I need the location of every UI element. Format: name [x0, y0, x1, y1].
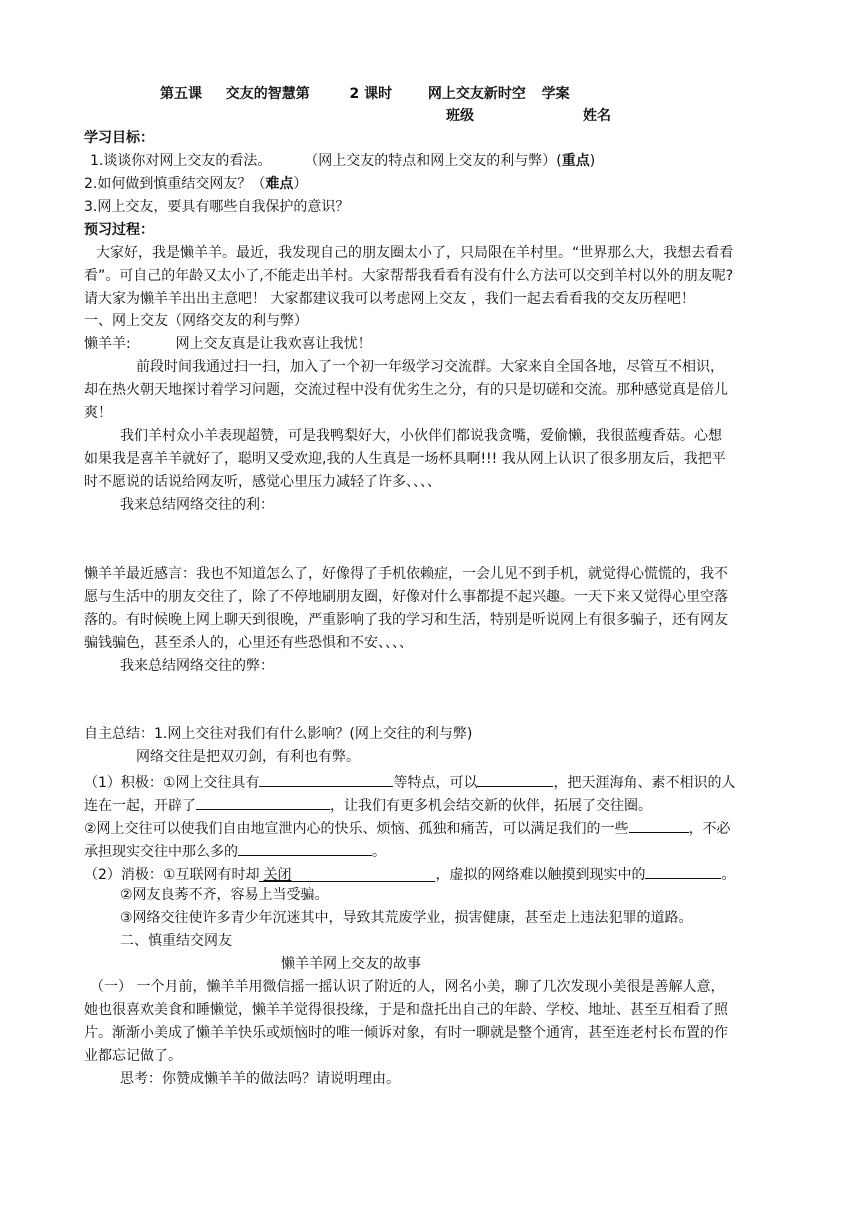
blank-burdens[interactable] — [238, 839, 372, 856]
intro-line-3: 请大家为懒羊羊出出主意吧！ 大家都建议我可以考虑网上交友 ，我们一起去看看我的交友历程吧！ — [84, 291, 695, 307]
positive-line-4: 承担现实交往中那么多的 。 — [84, 839, 386, 862]
blank-ability[interactable] — [477, 770, 553, 787]
difficulty-tag: 难点 — [265, 176, 294, 192]
section1-title: 一、网上交友（网络交友的利与弊） — [84, 313, 308, 329]
title-topic: 交友的智慧第 — [225, 86, 310, 102]
para1-line-3: 爽！ — [84, 405, 112, 421]
title-subject: 网上交友新时空 — [427, 86, 526, 102]
para3-line-4: 骗钱骗色，甚至杀人的，心里还有些恐惧和不安、、、、 — [84, 635, 413, 651]
blank-closed[interactable] — [259, 865, 435, 882]
negative-line-3: ③网络交往使许多青少年沉迷其中，导致其荒废学业，损害健康，甚至走上违法犯罪的道路。 — [120, 910, 693, 926]
negative-line-1: （2）消极：①互联网有时却 关闭 ，虚拟的网络难以触摸到现实中的 。 — [84, 862, 735, 885]
speaker-line — [84, 334, 372, 354]
para1-line-2: 却在热火朝天地探讨着学习问题，交流过程中没有优劣生之分，有的只是切磋和交流。那种感觉真是倍儿 — [84, 382, 728, 398]
para2-line-2: 如果我是喜羊羊就好了，聪明又受欢迎,我的人生真是一场杯具啊!!! 我从网上认识了很多朋友后，我把平 — [84, 451, 726, 467]
key-point-tag: 重点 — [561, 153, 590, 169]
objectives-heading: 学习目标： — [84, 130, 154, 146]
intro-line-1: 大家好，我是懒羊羊。最近，我发现自己的朋友圈太小了，只局限在羊村里。“世界那么大，我想去看看 — [96, 245, 734, 261]
positive-line-3: ②网上交往可以使我们自由地宣泄内心的快乐、烦恼、孤独和痛苦，可以满足我们的一些 ，不必 — [84, 816, 731, 839]
class-label: 班级 — [446, 108, 474, 124]
summary-pro-prompt: 我来总结网络交往的利： — [120, 497, 274, 513]
intro-line-2: 看”。可自己的年龄又太小了,不能走出羊村。大家帮帮我看看有没有什么方法可以交到羊村以外的朋友呢? — [84, 268, 734, 284]
positive-line-2: 连在一起，开辟了 ，让我们有更多机会结交新的伙伴，拓展了交往圈。 — [84, 793, 652, 816]
objective-3: 3.网上交友，要具有哪些自我保护的意识？ — [84, 199, 350, 215]
blank-features[interactable] — [259, 770, 393, 787]
title-period: 2 课时 — [349, 86, 393, 102]
think-question: 思考：你赞成懒羊羊的做法吗？请说明理由。 — [120, 1071, 400, 1087]
preview-heading: 预习过程： — [84, 222, 154, 238]
self-summary-question: 自主总结：1.网上交往对我们有什么影响？(网上交往的利与弊) — [84, 726, 473, 742]
positive-line-1: （1）积极：①网上交往具有 等特点，可以 ，把天涯海角、素不相识的人 — [84, 770, 735, 793]
story-line-4: 业都忘记做了。 — [84, 1048, 182, 1064]
para3-line-3: 落的。有时候晚上网上聊天到很晚，严重影响了我的学习和生活，特别是听说网上有很多骗子，还有网友 — [84, 612, 728, 628]
speaker-quote: 网上交友真是让我欢喜让我忧！ — [175, 336, 372, 352]
story-line-1: （一） 一个月前，懒羊羊用微信摇一摇认识了附近的人，网名小美，聊了几次发现小美很是善解人意， — [90, 979, 725, 995]
double-edge-line: 网络交往是把双刃剑，有利也有弊。 — [136, 749, 360, 765]
para3-line-1: 懒羊羊最近感言：我也不知道怎么了，好像得了手机依赖症，一会儿见不到手机，就觉得心慌慌的，我不 — [84, 566, 728, 582]
lesson-title — [160, 84, 570, 104]
negative-line-2: ②网友良莠不齐，容易上当受骗。 — [120, 887, 329, 903]
blank-reality[interactable] — [645, 862, 721, 879]
objective-1: 1.谈谈你对网上交友的看法。 （网上交友的特点和网上交友的利与弊）(重点) — [90, 153, 596, 169]
para1-line-1: 前段时间我通过扫一扫，加入了一个初一年级学习交流群。大家来自全国各地，尽管互不相识， — [136, 359, 724, 375]
para2-line-3: 时不愿说的话说给网友听，感觉心里压力减轻了许多、、、、 — [84, 474, 441, 490]
title-doc-type: 学案 — [541, 86, 570, 102]
blank-opened[interactable] — [196, 793, 330, 810]
story-line-2: 她也很喜欢美食和睡懒觉，懒羊羊觉得很投缘，于是和盘托出自己的年龄、学校、地址、甚至互相看了照 — [84, 1002, 728, 1018]
para2-line-1: 我们羊村众小羊表现超赞，可是我鸭梨好大，小伙伴们都说我贪嘴，爱偷懒，我很蓝瘦香菇。心想 — [120, 428, 722, 444]
speaker-name: 懒羊羊: — [84, 336, 131, 352]
blank-needs[interactable] — [629, 816, 689, 833]
summary-con-prompt: 我来总结网络交往的弊： — [120, 658, 274, 674]
filled-answer: 关闭 — [263, 867, 292, 883]
title-lesson: 第五课 — [160, 86, 202, 102]
section2-title: 二、慎重结交网友 — [120, 933, 232, 949]
objective-2: 2.如何做到慎重结交网友？（难点） — [84, 176, 308, 192]
para3-line-2: 愿与生活中的朋友交往了，除了不停地刷朋友圈，好像对什么事都提不起兴趣。一天下来又觉得心里空落 — [84, 589, 728, 605]
story-line-3: 片。渐渐小美成了懒羊羊快乐或烦恼时的唯一倾诉对象，有时一聊就是整个通宵，甚至连老村长布置的作 — [84, 1025, 728, 1041]
name-label: 姓名 — [583, 108, 611, 124]
story-title: 懒羊羊网上交友的故事 — [281, 956, 421, 972]
